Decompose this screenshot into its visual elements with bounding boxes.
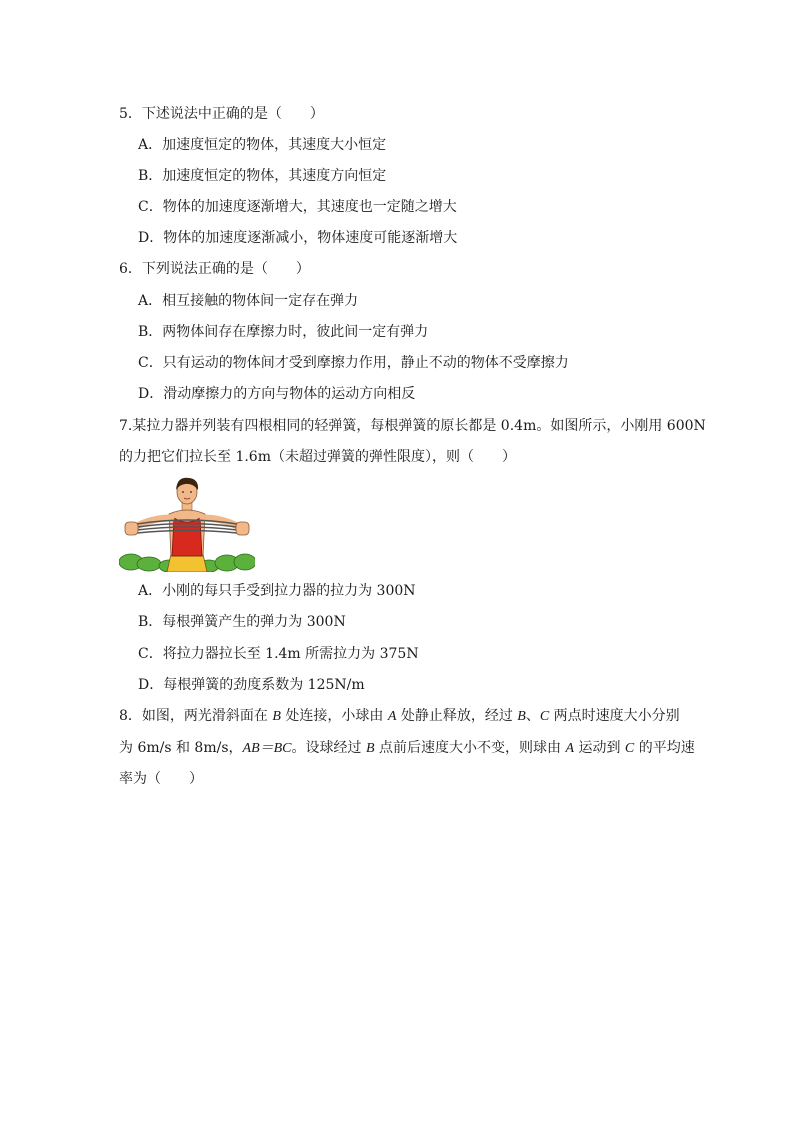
question-7-stem-line-1: 7.某拉力器并列装有四根相同的轻弹簧，每根弹簧的原长都是 0.4m。如图所示，小刚用 600N bbox=[119, 418, 706, 434]
question-8-line-3: 率为（ ） bbox=[119, 771, 203, 787]
question-6-option-a: A．相互接触的物体间一定存在弹力 bbox=[138, 293, 359, 309]
question-7-option-a: A．小刚的每只手受到拉力器的拉力为 300N bbox=[138, 583, 416, 599]
question-8-line-1: 8．如图，两光滑斜面在 B 处连接，小球由 A 处静止释放，经过 B、C 两点时速度大小分别 bbox=[119, 708, 680, 724]
question-5-option-c: C．物体的加速度逐渐增大，其速度也一定随之增大 bbox=[138, 199, 457, 215]
question-6-option-c: C．只有运动的物体间才受到摩擦力作用，静止不动的物体不受摩擦力 bbox=[138, 355, 569, 371]
question-7-option-b: B．每根弹簧产生的弹力为 300N bbox=[138, 614, 346, 630]
question-7-option-d: D．每根弹簧的劲度系数为 125N/m bbox=[138, 677, 365, 693]
question-6-option-b: B．两物体间存在摩擦力时，彼此间一定有弹力 bbox=[138, 324, 429, 340]
chest-expander-illustration bbox=[119, 474, 255, 572]
question-5-option-d: D．物体的加速度逐渐减小，物体速度可能逐渐增大 bbox=[138, 230, 458, 246]
question-6-option-d: D．滑动摩擦力的方向与物体的运动方向相反 bbox=[138, 386, 416, 402]
question-7-stem-line-2: 的力把它们拉长至 1.6m（未超过弹簧的弹性限度），则（ ） bbox=[119, 449, 516, 465]
question-7-option-c: C．将拉力器拉长至 1.4m 所需拉力为 375N bbox=[138, 646, 419, 662]
question-6-stem: 6．下列说法正确的是（ ） bbox=[119, 261, 310, 277]
question-8-line-2: 为 6m/s 和 8m/s，AB＝BC。设球经过 B 点前后速度大小不变，则球由 A 运动到 C 的平均速 bbox=[119, 740, 695, 756]
question-5-option-b: B．加速度恒定的物体，其速度方向恒定 bbox=[138, 168, 387, 184]
question-5-option-a: A．加速度恒定的物体，其速度大小恒定 bbox=[138, 137, 387, 153]
question-5-stem: 5．下述说法中正确的是（ ） bbox=[119, 106, 324, 122]
